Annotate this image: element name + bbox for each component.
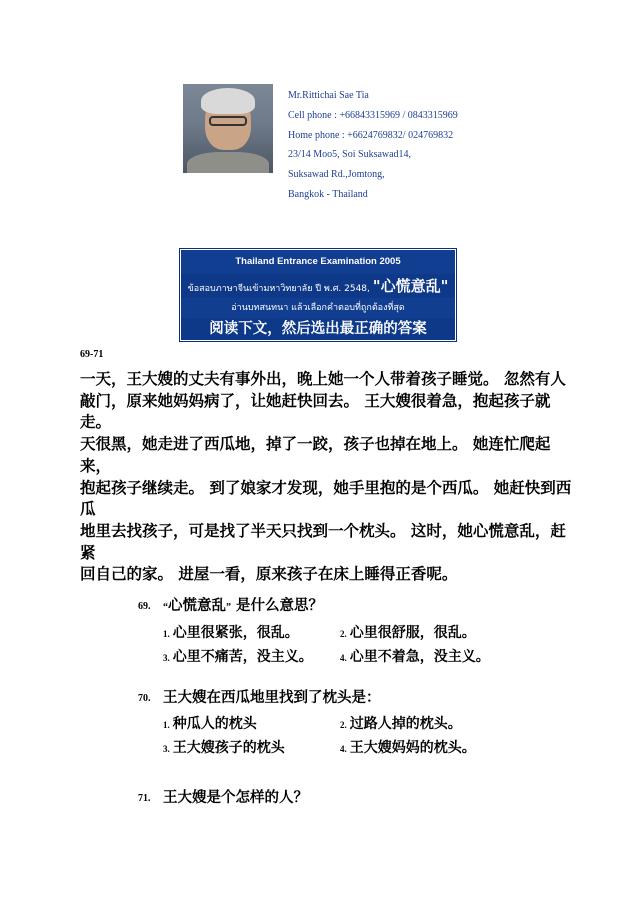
passage-line: 回自己的家。 进屋一看，原来孩子在床上睡得正香呢。 xyxy=(80,565,458,584)
photo-hair xyxy=(201,88,255,114)
photo-glasses xyxy=(209,116,247,126)
reading-passage xyxy=(80,369,572,586)
passage-line: 地里去找孩子，可是找了半天只找到一个枕头。 这时，她心慌意乱，赶 xyxy=(80,521,566,540)
exam-subtitle-thai: ข้อสอบภาษาจีนเข้ามหาวิทยาลัย ปี พ.ศ. 2548, xyxy=(187,284,373,294)
portrait-photo xyxy=(183,84,273,173)
contact-block xyxy=(288,86,458,205)
passage-line: 一天，王大嫂的丈夫有事外出，晚上她一个人带着孩子睡觉。 忽然有人 xyxy=(80,370,566,388)
option-number: 2. xyxy=(340,629,347,639)
question-70-option-2[interactable] xyxy=(340,713,462,733)
option-number: 4. xyxy=(340,653,347,663)
question-71-number: 71. xyxy=(138,793,151,804)
option-number: 2. xyxy=(340,720,347,730)
passage-line: 瓜 xyxy=(80,500,96,519)
question-69-text xyxy=(163,594,323,615)
contact-name: Mr.Rittichai Sae Tia xyxy=(288,90,369,101)
option-text: 王大嫂孩子的枕头 xyxy=(172,740,285,756)
option-text: 心里很紧张，很乱。 xyxy=(172,625,299,641)
option-text: 心里不痛苦，没主义。 xyxy=(172,649,313,665)
question-69-open-quote: “ xyxy=(163,602,168,613)
question-71-text: 王大嫂是个怎样的人？ xyxy=(163,790,308,806)
contact-address-line2: Suksawad Rd.,Jomtong, xyxy=(288,169,385,181)
question-69-close-quote: ” xyxy=(226,602,231,613)
question-69-option-4[interactable] xyxy=(340,646,490,666)
exam-instruction-chinese: 阅读下文，然后选出最正确的答案 xyxy=(181,318,455,340)
passage-line: 天很黑，她走进了西瓜地，掉了一跤，孩子也掉在地上。 她连忙爬起 xyxy=(80,435,551,454)
question-70-option-3[interactable] xyxy=(163,737,285,757)
exam-subtitle xyxy=(181,274,455,298)
question-70-option-1[interactable] xyxy=(163,713,257,733)
contact-address-line1: 23/14 Moo5, Soi Suksawad14, xyxy=(288,149,412,161)
contact-cell-phone: Cell phone : +66843315969 / 0843315969 xyxy=(288,109,458,121)
exam-title: Thailand Entrance Examination 2005 xyxy=(181,250,455,274)
question-70-option-4[interactable] xyxy=(340,737,476,757)
exam-subtitle-phrase: "心慌意乱" xyxy=(372,277,449,295)
passage-line: 走。 xyxy=(80,413,112,432)
option-text: 种瓜人的枕头 xyxy=(172,716,257,732)
question-69-option-3[interactable] xyxy=(163,646,313,666)
question-69-rest: 是什么意思？ xyxy=(231,598,324,614)
contact-address-line3: Bangkok - Thailand xyxy=(288,188,368,200)
option-number: 4. xyxy=(340,744,347,754)
option-number: 3. xyxy=(163,653,170,663)
option-text: 心里不着急，没主义。 xyxy=(349,649,490,665)
contact-home-phone: Home phone : +6624769832/ 024769832 xyxy=(288,129,454,141)
exam-title-box xyxy=(180,249,456,341)
question-70-text: 王大嫂在西瓜地里找到了枕头是： xyxy=(163,690,381,706)
exam-instruction-thai: อ่านบทสนทนา แล้วเลือกคำตอบที่ถูกต้องที่สุด xyxy=(181,298,455,318)
question-69-number: 69. xyxy=(138,601,151,612)
option-text: 王大嫂妈妈的枕头。 xyxy=(349,740,476,756)
option-number: 1. xyxy=(163,629,170,639)
question-69-option-1[interactable] xyxy=(163,622,299,642)
option-number: 1. xyxy=(163,720,170,730)
question-range: 69-71 xyxy=(80,349,104,360)
question-70-number: 70. xyxy=(138,693,151,704)
passage-line: 抱起孩子继续走。 到了娘家才发现，她手里抱的是个西瓜。 她赶快到西 xyxy=(80,478,572,497)
photo-shirt xyxy=(187,152,269,173)
question-69-phrase: 心慌意乱 xyxy=(168,598,226,614)
question-69-option-2[interactable] xyxy=(340,622,476,642)
passage-line: 紧 xyxy=(80,543,96,562)
option-text: 心里很舒服，很乱。 xyxy=(349,625,476,641)
passage-line: 敲门，原来她妈妈病了，让她赶快回去。 王大嫂很着急，抱起孩子就 xyxy=(80,391,551,410)
option-text: 过路人掉的枕头。 xyxy=(349,716,462,732)
passage-line: 来， xyxy=(80,456,112,475)
option-number: 3. xyxy=(163,744,170,754)
